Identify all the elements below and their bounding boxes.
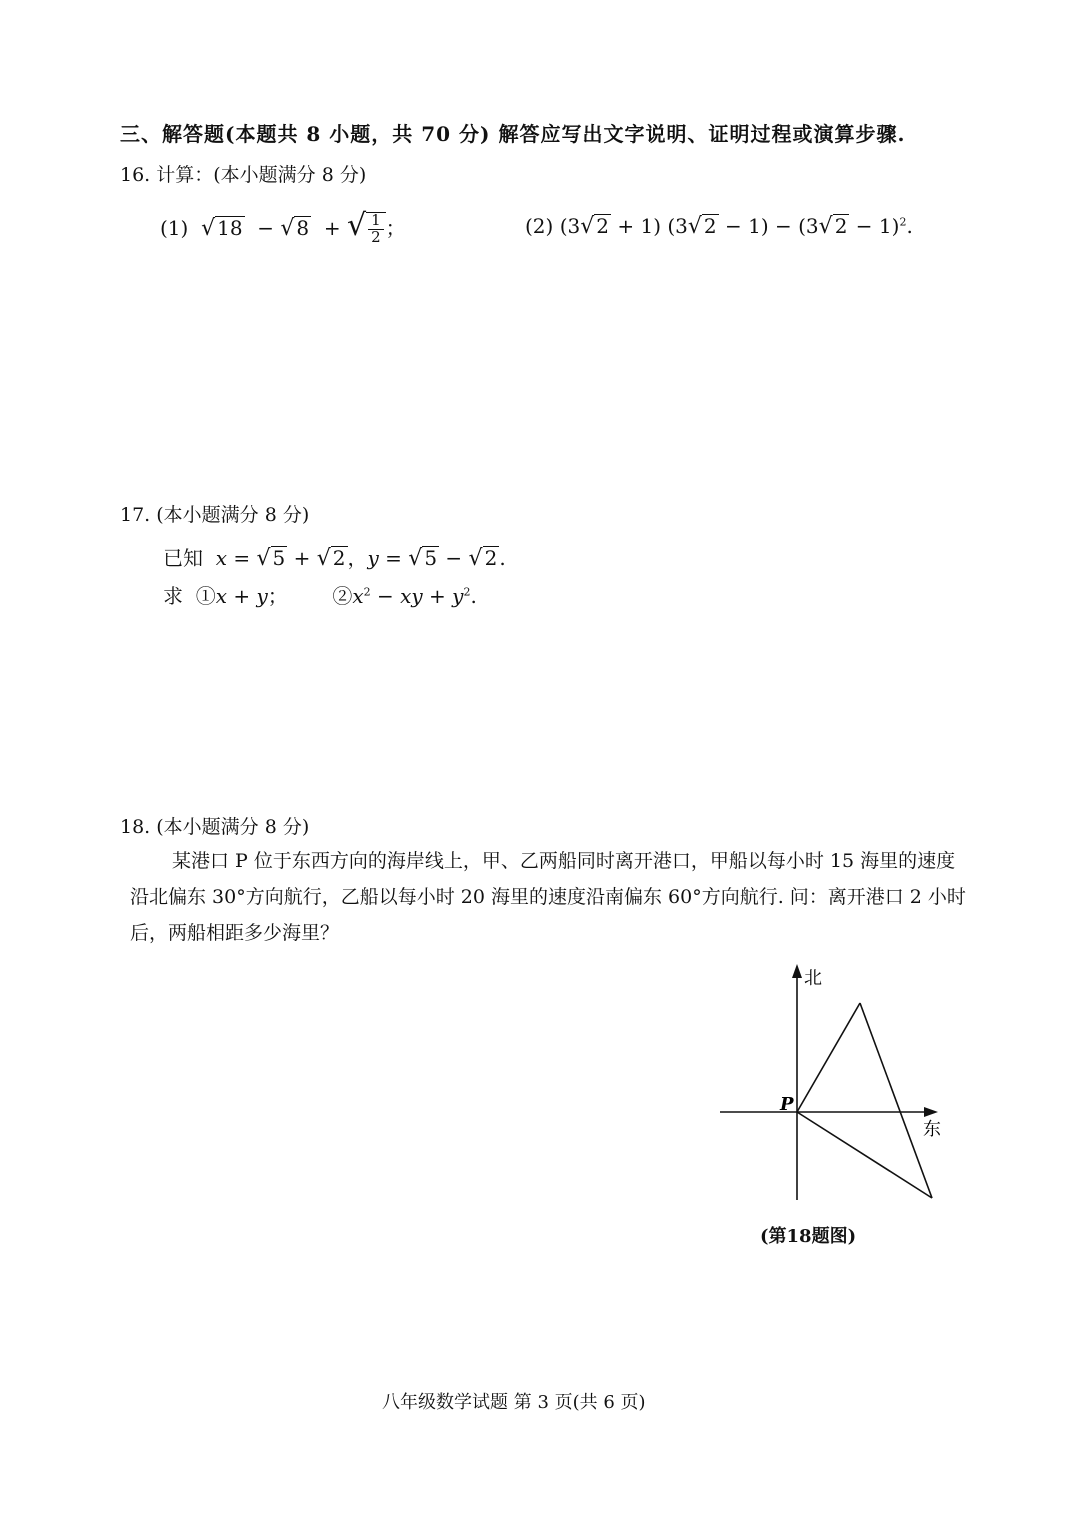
q16-part2-expression: (2) (3√ 2 + 1) (3√ 2 − 1) − (3√ 2 − 1)$^2$.: [525, 214, 913, 239]
q16-part1-expression: (1) √ 18 − √ 8 + √ $\frac{1}{2}$ ；: [160, 208, 406, 246]
north-arrow-icon: [792, 964, 802, 978]
figure-caption: (第18题图): [760, 1226, 857, 1247]
q17-item2-label: ②: [332, 584, 353, 608]
east-arrow-icon: [924, 1107, 938, 1117]
q17-given: 已知 x = √ 5 + √ 2 ，y = √ 5 − √ 2 .: [163, 546, 506, 571]
north-label: 北: [804, 968, 822, 989]
q16-part1-label: (1): [160, 216, 189, 240]
q17-title: 17. (本小题满分 8 分): [120, 504, 310, 526]
q18-body: 某港口 P 位于东西方向的海岸线上，甲、乙两船同时离开港口，甲船以每小时 15 海里的速度沿北偏东 30°方向航行，乙船以每小时 20 海里的速度沿南偏东 60°方向航行. 问：离开港口 2 小时后，两船相距多少海里？: [130, 850, 966, 944]
q16-part2-label: (2): [525, 214, 554, 238]
q17-item1-label: ①: [195, 584, 216, 608]
q16-title: 16. 计算：(本小题满分 8 分): [120, 164, 367, 186]
point-p-label: P: [780, 1094, 794, 1115]
q17-ask: 求 ①x + y； $②x^2$ − xy + $y^2$.: [163, 584, 477, 608]
east-label: 东: [923, 1119, 941, 1140]
ships-distance-line: [860, 1003, 932, 1198]
ship-b-path: [797, 1112, 932, 1198]
q18-figure: [700, 960, 960, 1210]
q17-given-prefix: 已知: [163, 546, 203, 570]
ship-a-path: [797, 1003, 860, 1112]
section-header: 三、解答题(本题共 8 小题，共 70 分) 解答应写出文字说明、证明过程或演算步骤.: [120, 122, 906, 146]
q17-ask-prefix: 求: [163, 584, 183, 608]
q18-title: 18. (本小题满分 8 分): [120, 816, 310, 838]
page-footer: 八年级数学试题 第 3 页(共 6 页): [382, 1392, 646, 1413]
